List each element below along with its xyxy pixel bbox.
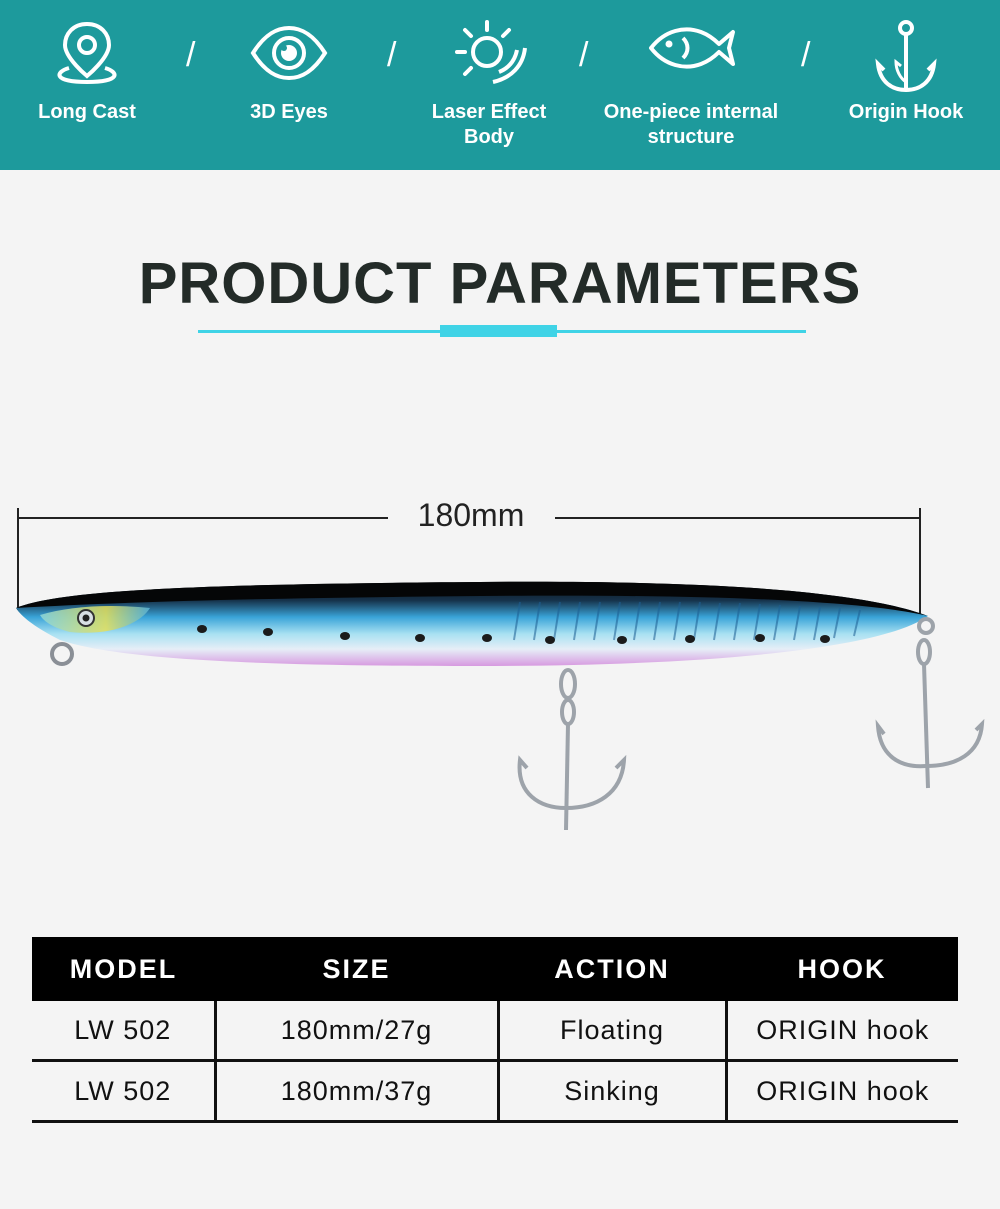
feature-laser-effect (389, 0, 589, 170)
cell-size: 180mm/37g (215, 1061, 498, 1122)
treble-hook-icon (866, 18, 946, 103)
separator: / (801, 36, 811, 74)
feature-label: Laser Effect Body (431, 101, 547, 148)
header-model: MODEL (32, 937, 215, 1001)
feature-label: One-piece internal structure (603, 101, 779, 148)
parameters-table (32, 937, 958, 1123)
table-row (32, 1061, 958, 1122)
table-row (32, 1001, 958, 1061)
header-action: ACTION (498, 937, 726, 1001)
cell-action: Floating (498, 1001, 726, 1061)
separator: / (387, 36, 397, 74)
separator: / (186, 36, 196, 74)
feature-one-piece (591, 0, 791, 170)
title-underline-accent (440, 325, 557, 337)
eye-icon (247, 18, 331, 93)
table-header-row (32, 937, 958, 1001)
sun-laser-icon (449, 18, 529, 95)
length-dimension-label: 180mm (417, 497, 525, 533)
feature-label: Origin Hook (848, 101, 964, 123)
cell-model: LW 502 (32, 1061, 215, 1122)
lure-image (0, 490, 1000, 845)
feature-origin-hook (806, 0, 1000, 170)
cell-size: 180mm/27g (215, 1001, 498, 1061)
cell-hook: ORIGIN hook (726, 1061, 958, 1122)
header-hook: HOOK (726, 937, 958, 1001)
feature-label: 3D Eyes (250, 101, 328, 123)
page-title: PRODUCT PARAMETERS (138, 251, 862, 316)
cell-action: Sinking (498, 1061, 726, 1122)
feature-banner (0, 0, 1000, 170)
location-pin-icon (47, 18, 127, 93)
feature-3d-eyes (189, 0, 389, 170)
feature-label: Long Cast (38, 101, 136, 123)
separator: / (579, 36, 589, 74)
feature-long-cast (0, 0, 187, 170)
cell-hook: ORIGIN hook (726, 1001, 958, 1061)
fish-icon (643, 18, 739, 83)
cell-model: LW 502 (32, 1001, 215, 1061)
header-size: SIZE (215, 937, 498, 1001)
